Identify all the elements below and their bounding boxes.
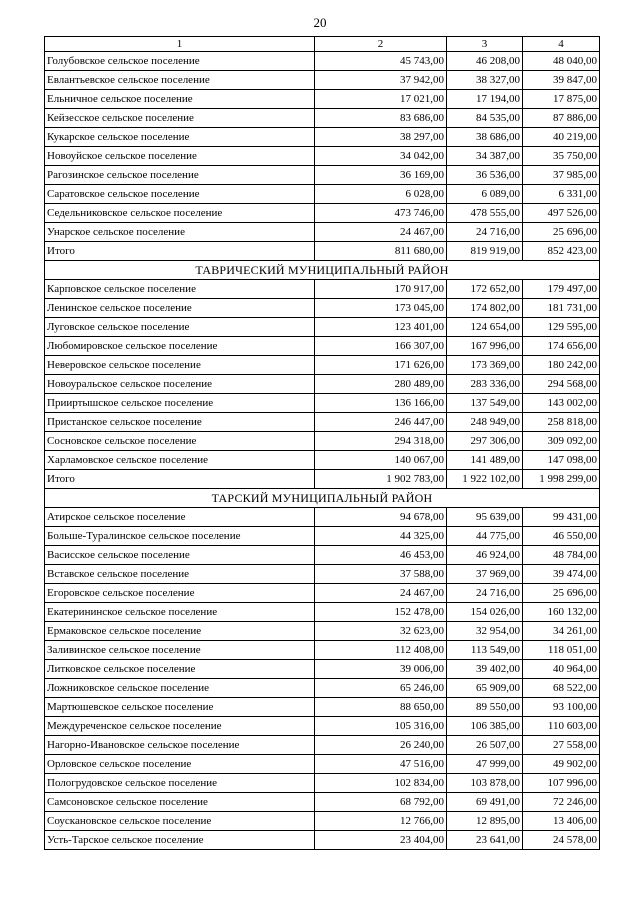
value-col-4: 24 578,00 (523, 831, 600, 850)
table-body (45, 37, 600, 850)
value-col-3: 23 641,00 (447, 831, 523, 850)
value-col-3: 17 194,00 (447, 90, 523, 109)
table-row (45, 603, 600, 622)
value-col-3: 172 652,00 (447, 280, 523, 299)
value-col-4: 49 902,00 (523, 755, 600, 774)
value-col-3: 283 336,00 (447, 375, 523, 394)
value-col-4: 39 474,00 (523, 565, 600, 584)
settlement-name: Междуреченское сельское поселение (45, 717, 315, 736)
value-col-2: 37 942,00 (315, 71, 447, 90)
value-col-3: 47 999,00 (447, 755, 523, 774)
value-col-3: 65 909,00 (447, 679, 523, 698)
table-row (45, 660, 600, 679)
value-col-4: 17 875,00 (523, 90, 600, 109)
value-col-2: 88 650,00 (315, 698, 447, 717)
value-col-2: 94 678,00 (315, 508, 447, 527)
settlement-name: Неверовское сельское поселение (45, 356, 315, 375)
value-col-2: 24 467,00 (315, 223, 447, 242)
value-col-3: 297 306,00 (447, 432, 523, 451)
settlement-name: Егоровское сельское поселение (45, 584, 315, 603)
value-col-4: 181 731,00 (523, 299, 600, 318)
value-col-4: 34 261,00 (523, 622, 600, 641)
table-row (45, 451, 600, 470)
value-col-2: 45 743,00 (315, 52, 447, 71)
settlement-name: Орловское сельское поселение (45, 755, 315, 774)
settlement-name: Саратовское сельское поселение (45, 185, 315, 204)
value-col-4: 258 818,00 (523, 413, 600, 432)
value-col-2: 811 680,00 (315, 242, 447, 261)
table-row (45, 223, 600, 242)
value-col-4: 35 750,00 (523, 147, 600, 166)
table-row (45, 147, 600, 166)
settlement-name: Атирское сельское поселение (45, 508, 315, 527)
value-col-2: 83 686,00 (315, 109, 447, 128)
table-row (45, 508, 600, 527)
value-col-2: 171 626,00 (315, 356, 447, 375)
settlement-name: Нагорно-Ивановское сельское поселение (45, 736, 315, 755)
settlement-name: Унарское сельское поселение (45, 223, 315, 242)
column-number: 2 (315, 37, 447, 52)
value-col-4: 143 002,00 (523, 394, 600, 413)
value-col-2: 246 447,00 (315, 413, 447, 432)
settlement-name: Луговское сельское поселение (45, 318, 315, 337)
value-col-2: 23 404,00 (315, 831, 447, 850)
value-col-2: 473 746,00 (315, 204, 447, 223)
value-col-4: 1 998 299,00 (523, 470, 600, 489)
settlement-name: Рагозинское сельское поселение (45, 166, 315, 185)
value-col-4: 72 246,00 (523, 793, 600, 812)
value-col-3: 37 969,00 (447, 565, 523, 584)
settlement-name: Голубовское сельское поселение (45, 52, 315, 71)
table-row (45, 432, 600, 451)
value-col-3: 154 026,00 (447, 603, 523, 622)
table-row (45, 622, 600, 641)
value-col-2: 36 169,00 (315, 166, 447, 185)
settlement-name: Пристанское сельское поселение (45, 413, 315, 432)
value-col-4: 37 985,00 (523, 166, 600, 185)
table-row (45, 52, 600, 71)
section-title: ТАВРИЧЕСКИЙ МУНИЦИПАЛЬНЫЙ РАЙОН (45, 261, 600, 280)
value-col-3: 32 954,00 (447, 622, 523, 641)
value-col-3: 141 489,00 (447, 451, 523, 470)
table-row (45, 356, 600, 375)
value-col-2: 6 028,00 (315, 185, 447, 204)
settlement-name: Ермаковское сельское поселение (45, 622, 315, 641)
value-col-2: 68 792,00 (315, 793, 447, 812)
settlement-name: Сосновское сельское поселение (45, 432, 315, 451)
value-col-4: 160 132,00 (523, 603, 600, 622)
value-col-3: 248 949,00 (447, 413, 523, 432)
value-col-3: 26 507,00 (447, 736, 523, 755)
table-row (45, 831, 600, 850)
value-col-4: 46 550,00 (523, 527, 600, 546)
settlement-name: Итого (45, 242, 315, 261)
table-row (45, 394, 600, 413)
value-col-4: 180 242,00 (523, 356, 600, 375)
table-row (45, 109, 600, 128)
value-col-3: 24 716,00 (447, 223, 523, 242)
value-col-2: 173 045,00 (315, 299, 447, 318)
total-row (45, 242, 600, 261)
settlement-name: Литковское сельское поселение (45, 660, 315, 679)
value-col-4: 25 696,00 (523, 584, 600, 603)
value-col-4: 48 784,00 (523, 546, 600, 565)
value-col-3: 34 387,00 (447, 147, 523, 166)
total-row (45, 470, 600, 489)
settlement-name: Новоуральское сельское поселение (45, 375, 315, 394)
value-col-3: 38 686,00 (447, 128, 523, 147)
value-col-3: 113 549,00 (447, 641, 523, 660)
value-col-3: 1 922 102,00 (447, 470, 523, 489)
value-col-3: 124 654,00 (447, 318, 523, 337)
budget-table (44, 36, 600, 850)
table-row (45, 641, 600, 660)
value-col-3: 478 555,00 (447, 204, 523, 223)
table-row (45, 698, 600, 717)
settlement-name: Кейзесское сельское поселение (45, 109, 315, 128)
section-title: ТАРСКИЙ МУНИЦИПАЛЬНЫЙ РАЙОН (45, 489, 600, 508)
value-col-4: 68 522,00 (523, 679, 600, 698)
value-col-4: 25 696,00 (523, 223, 600, 242)
settlement-name: Ельничное сельское поселение (45, 90, 315, 109)
settlement-name: Усть-Тарское сельское поселение (45, 831, 315, 850)
value-col-4: 497 526,00 (523, 204, 600, 223)
table-row (45, 71, 600, 90)
settlement-name: Ленинское сельское поселение (45, 299, 315, 318)
value-col-3: 89 550,00 (447, 698, 523, 717)
settlement-name: Заливинское сельское поселение (45, 641, 315, 660)
table-row (45, 812, 600, 831)
value-col-2: 123 401,00 (315, 318, 447, 337)
value-col-4: 852 423,00 (523, 242, 600, 261)
column-number: 3 (447, 37, 523, 52)
value-col-2: 32 623,00 (315, 622, 447, 641)
value-col-4: 147 098,00 (523, 451, 600, 470)
column-number-row (45, 37, 600, 52)
settlement-name: Седельниковское сельское поселение (45, 204, 315, 223)
table-row (45, 717, 600, 736)
table-row (45, 204, 600, 223)
table-row (45, 736, 600, 755)
table-row (45, 318, 600, 337)
settlement-name: Евлантьевское сельское поселение (45, 71, 315, 90)
value-col-4: 294 568,00 (523, 375, 600, 394)
settlement-name: Харламовское сельское поселение (45, 451, 315, 470)
section-header-row (45, 261, 600, 280)
settlement-name: Пологрудовское сельское поселение (45, 774, 315, 793)
value-col-2: 136 166,00 (315, 394, 447, 413)
value-col-2: 38 297,00 (315, 128, 447, 147)
settlement-name: Любомировское сельское поселение (45, 337, 315, 356)
value-col-4: 99 431,00 (523, 508, 600, 527)
value-col-4: 107 996,00 (523, 774, 600, 793)
value-col-4: 39 847,00 (523, 71, 600, 90)
table-row (45, 565, 600, 584)
value-col-2: 17 021,00 (315, 90, 447, 109)
section-header-row (45, 489, 600, 508)
value-col-2: 47 516,00 (315, 755, 447, 774)
settlement-name: Новоуйское сельское поселение (45, 147, 315, 166)
value-col-4: 40 964,00 (523, 660, 600, 679)
value-col-3: 84 535,00 (447, 109, 523, 128)
column-number: 4 (523, 37, 600, 52)
column-number: 1 (45, 37, 315, 52)
settlement-name: Больше-Туралинское сельское поселение (45, 527, 315, 546)
value-col-3: 46 924,00 (447, 546, 523, 565)
value-col-3: 95 639,00 (447, 508, 523, 527)
settlement-name: Прииртышское сельское поселение (45, 394, 315, 413)
value-col-4: 87 886,00 (523, 109, 600, 128)
table-row (45, 128, 600, 147)
value-col-3: 44 775,00 (447, 527, 523, 546)
value-col-3: 46 208,00 (447, 52, 523, 71)
value-col-2: 34 042,00 (315, 147, 447, 166)
table-row (45, 679, 600, 698)
value-col-3: 167 996,00 (447, 337, 523, 356)
value-col-4: 27 558,00 (523, 736, 600, 755)
value-col-2: 24 467,00 (315, 584, 447, 603)
value-col-4: 110 603,00 (523, 717, 600, 736)
settlement-name: Васисское сельское поселение (45, 546, 315, 565)
table-row (45, 546, 600, 565)
settlement-name: Вставское сельское поселение (45, 565, 315, 584)
value-col-2: 44 325,00 (315, 527, 447, 546)
value-col-4: 174 656,00 (523, 337, 600, 356)
value-col-3: 819 919,00 (447, 242, 523, 261)
settlement-name: Мартюшевское сельское поселение (45, 698, 315, 717)
value-col-4: 309 092,00 (523, 432, 600, 451)
settlement-name: Екатерининское сельское поселение (45, 603, 315, 622)
value-col-2: 166 307,00 (315, 337, 447, 356)
value-col-3: 173 369,00 (447, 356, 523, 375)
value-col-3: 36 536,00 (447, 166, 523, 185)
value-col-3: 106 385,00 (447, 717, 523, 736)
settlement-name: Карповское сельское поселение (45, 280, 315, 299)
table-row (45, 337, 600, 356)
value-col-2: 294 318,00 (315, 432, 447, 451)
value-col-2: 46 453,00 (315, 546, 447, 565)
table-row (45, 299, 600, 318)
value-col-2: 26 240,00 (315, 736, 447, 755)
value-col-2: 105 316,00 (315, 717, 447, 736)
value-col-4: 129 595,00 (523, 318, 600, 337)
settlement-name: Кукарское сельское поселение (45, 128, 315, 147)
table-row (45, 413, 600, 432)
value-col-3: 69 491,00 (447, 793, 523, 812)
value-col-4: 40 219,00 (523, 128, 600, 147)
value-col-4: 179 497,00 (523, 280, 600, 299)
value-col-2: 39 006,00 (315, 660, 447, 679)
value-col-3: 6 089,00 (447, 185, 523, 204)
value-col-2: 12 766,00 (315, 812, 447, 831)
table-row (45, 774, 600, 793)
table-row (45, 527, 600, 546)
settlement-name: Самсоновское сельское поселение (45, 793, 315, 812)
value-col-2: 140 067,00 (315, 451, 447, 470)
value-col-3: 39 402,00 (447, 660, 523, 679)
value-col-2: 280 489,00 (315, 375, 447, 394)
table-row (45, 584, 600, 603)
value-col-3: 38 327,00 (447, 71, 523, 90)
value-col-2: 37 588,00 (315, 565, 447, 584)
page-number: 20 (313, 15, 327, 30)
table-row (45, 793, 600, 812)
value-col-2: 102 834,00 (315, 774, 447, 793)
settlement-name: Ложниковское сельское поселение (45, 679, 315, 698)
value-col-3: 174 802,00 (447, 299, 523, 318)
value-col-2: 112 408,00 (315, 641, 447, 660)
value-col-4: 48 040,00 (523, 52, 600, 71)
table-row (45, 280, 600, 299)
settlement-name: Соускановское сельское поселение (45, 812, 315, 831)
table-row (45, 166, 600, 185)
table-row (45, 755, 600, 774)
value-col-3: 12 895,00 (447, 812, 523, 831)
table-row (45, 375, 600, 394)
value-col-2: 170 917,00 (315, 280, 447, 299)
value-col-2: 1 902 783,00 (315, 470, 447, 489)
table-row (45, 90, 600, 109)
value-col-4: 6 331,00 (523, 185, 600, 204)
value-col-2: 152 478,00 (315, 603, 447, 622)
value-col-3: 137 549,00 (447, 394, 523, 413)
settlement-name: Итого (45, 470, 315, 489)
value-col-3: 24 716,00 (447, 584, 523, 603)
value-col-4: 93 100,00 (523, 698, 600, 717)
table-row (45, 185, 600, 204)
value-col-3: 103 878,00 (447, 774, 523, 793)
value-col-4: 118 051,00 (523, 641, 600, 660)
value-col-4: 13 406,00 (523, 812, 600, 831)
value-col-2: 65 246,00 (315, 679, 447, 698)
